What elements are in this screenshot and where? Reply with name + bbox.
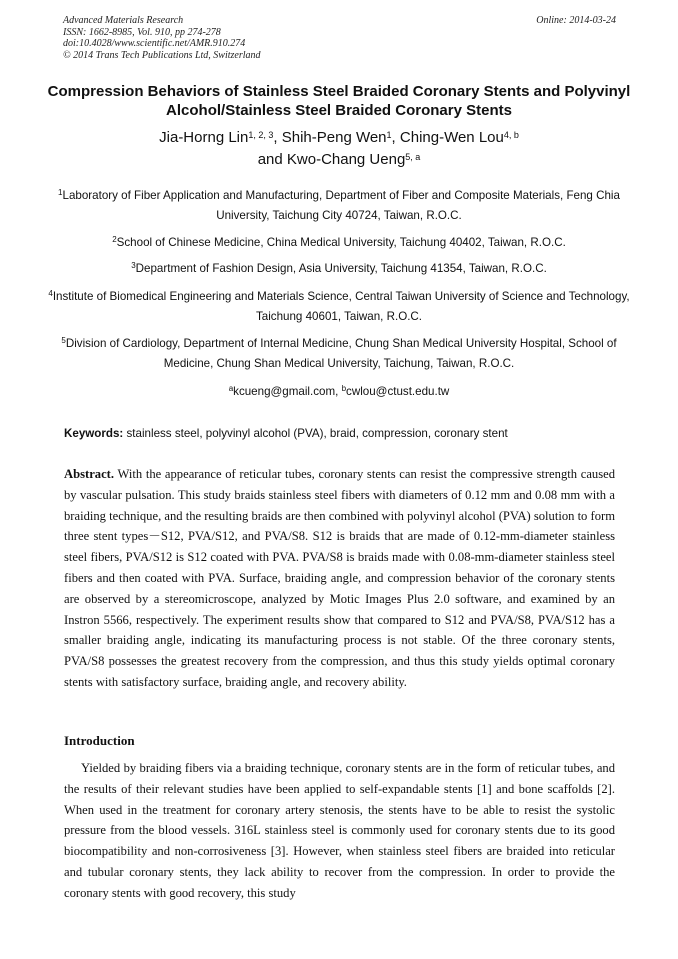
corresponding-emails: [40, 382, 638, 402]
author-affil-sup: 1, 2, 3: [248, 130, 274, 140]
affiliation-text: Division of Cardiology, Department of Internal Medicine, Chung Shan Medical University Hospital, School of Medicine, Chung Shan Medical University, Taichung, Taiwan, R.O.C.: [65, 337, 617, 370]
affiliation-text: Laboratory of Fiber Application and Manufacturing, Department of Fiber and Composite Materials, Feng Chia University, Taichung City 40724, Taiwan, R.O.C.: [62, 189, 620, 222]
paper-title: Compression Behaviors of Stainless Steel Braided Coronary Stents and Polyvinyl Alcohol/Stainless Steel Braided Coronary Stents: [47, 83, 631, 119]
abstract-text: With the appearance of reticular tubes, coronary stents can resist the compressive strength caused by vascular pulsation. This study braids stainless steel fibers with diameters of 0.12 mm and 0.08 mm with a braiding technique, and the resulting braids are then combined with polyvinyl alcohol (PVA) solution to form three stent types－S12, PVA/S12, and PVA/S8. S12 is braids that are made of 0.12-mm-diameter stainless steel fibers, PVA/S12 is S12 coated with PVA. PVA/S8 is braids made with 0.08-mm-diameter stainless steel fibers and then coated with PVA. Surface, braiding angle, and compression behavior of the coronary stents are observed by a stereomicroscope, analyzed by Motic Images Plus 2.0 software, and examined by an Instron 5566, respectively. The experiment results show that compared to S12 and PVA/S8, PVA/S12 has a smaller braiding angle, indicating its manufacturing process is not stable. Of the three coronary stents, PVA/S8 possesses the greatest recovery from the compression, and thus this study yields optimal coronary stents with satisfactory surface, braiding angle, and recovery ability.: [64, 467, 615, 689]
affiliation-sup: 5: [61, 336, 66, 345]
copyright-line: © 2014 Trans Tech Publications Ltd, Switzerland: [63, 49, 261, 61]
running-header: [63, 15, 616, 61]
affiliation-5: [40, 334, 638, 374]
affiliation-sup: 2: [112, 235, 117, 244]
online-date: Online: 2014-03-24: [536, 15, 616, 26]
author-list: [40, 127, 638, 171]
affiliation-text: Institute of Biomedical Engineering and Materials Science, Central Taiwan University of Science and Technology, Taichung 40601, Taiwan, R.O.C.: [52, 290, 630, 323]
doi-line: doi:10.4028/www.scientific.net/AMR.910.274: [63, 38, 246, 49]
affiliation-sup: 4: [48, 289, 53, 298]
affiliation-text: Department of Fashion Design, Asia University, Taichung 41354, Taiwan, R.O.C.: [135, 262, 547, 275]
affiliation-text: School of Chinese Medicine, China Medical University, Taichung 40402, Taiwan, R.O.C.: [116, 236, 566, 249]
email-sup: b: [341, 384, 347, 393]
author-affil-sup: 5, a: [405, 152, 421, 162]
author-affil-sup: 1: [386, 130, 392, 140]
affiliation-sup: 1: [58, 188, 63, 197]
email-address: kcueng@gmail.com,: [233, 385, 342, 398]
abstract: [64, 464, 615, 693]
author-name: Ching-Wen Lou: [399, 129, 504, 146]
keywords-text: stainless steel, polyvinyl alcohol (PVA), braid, compression, coronary stent: [123, 427, 508, 440]
author-line-1: [40, 127, 638, 149]
email-sup: a: [228, 384, 234, 393]
author-conjunction: and: [257, 151, 287, 168]
section-heading-introduction: Introduction: [64, 733, 135, 748]
keywords-label: Keywords:: [64, 427, 124, 440]
introduction-paragraph: Yielded by braiding fibers via a braiding technique, coronary stents are in the form of reticular tubes, and the results of their relevant studies have been applied to self-expandable stents [1] and bone scaffolds [2]. When used in the treatment for coronary artery stenosis, the stents have to be able to resist the systolic pressure from the blood vessels. 316L stainless steel is commonly used for coronary stents due to its good biocompatibility and non-corrosiveness [3]. However, when stainless steel fibers are braided into reticular and tubular coronary stents, they lack ability to recover from the compression. In order to provide the coronary stents with good recovery, this study: [64, 761, 615, 900]
affiliation-1: [40, 186, 638, 226]
author-line-2: [40, 149, 638, 171]
author-name: Kwo-Chang Ueng: [286, 151, 406, 168]
author-name: Jia-Horng Lin: [159, 129, 249, 146]
author-separator: ,: [273, 129, 282, 146]
affiliation-2: [40, 233, 638, 253]
author-name: Shih-Peng Wen: [281, 129, 387, 146]
issn-line: ISSN: 1662-8985, Vol. 910, pp 274-278: [63, 26, 221, 38]
affiliation-3: [40, 259, 638, 279]
email-address: cwlou@ctust.edu.tw: [346, 385, 450, 398]
abstract-label: Abstract.: [64, 467, 115, 481]
author-separator: ,: [391, 129, 400, 146]
journal-name: Advanced Materials Research: [63, 15, 184, 26]
affiliation-sup: 3: [131, 261, 136, 270]
keywords: [64, 426, 619, 442]
author-affil-sup: 4, b: [503, 130, 519, 140]
affiliation-4: [40, 287, 638, 327]
